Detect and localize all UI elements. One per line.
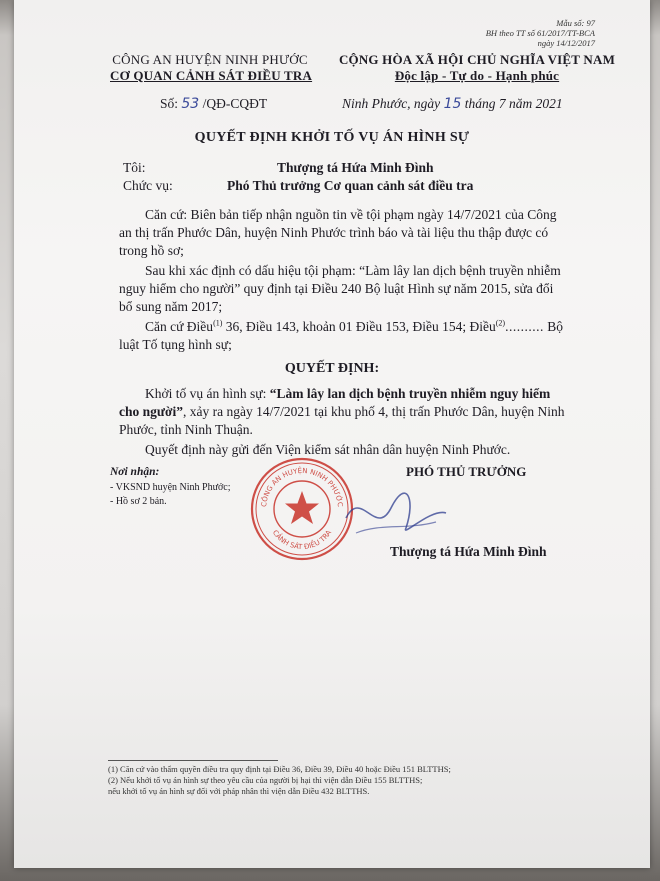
form-date: ngày 14/12/2017 <box>537 38 595 48</box>
footnote: (2) Nếu khởi tố vụ án hình sự theo yêu cầu của người bị hại thì viện dẫn Điều 155 BLTTHS; <box>108 775 423 785</box>
grounds-p2-line1: Sau khi xác định có dấu hiệu tội phạm: “Làm lây lan dịch bệnh truyền nhiễm <box>145 263 561 278</box>
decision-line4: Quyết định này gửi đến Viện kiểm sát nhân dân huyện Ninh Phước. <box>145 442 511 457</box>
agency-name: CƠ QUAN CẢNH SÁT ĐIỀU TRA <box>110 68 313 83</box>
document-day: 15 <box>443 96 462 112</box>
form-circular: BH theo TT số 61/2017/TT-BCA <box>485 28 595 38</box>
star-icon <box>285 491 319 524</box>
national-motto-line1: CỘNG HÒA XÃ HỘI CHỦ NGHĨA VIỆT NAM <box>338 52 616 67</box>
grounds-p2-line2: nguy hiểm cho người” quy định tại Điều 240 Bộ luật Hình sự năm 2015, sửa đổi <box>119 281 554 296</box>
national-header <box>332 52 622 84</box>
grounds-p3-line1: Căn cứ Điều$^{(1)}$ 36, Điều 143, khoản 01 Điều 153, Điều 154; Điều$^{(2)}$.......... Bộ <box>145 318 563 334</box>
footnote: nếu khởi tố vụ án hình sự đối với pháp nhân thì viện dẫn Điều 432 BLTTHS. <box>108 786 370 796</box>
recipient-item: - Hồ sơ 2 bản. <box>110 496 167 507</box>
decision-line3: Phước, tỉnh Ninh Thuận. <box>119 422 253 437</box>
grounds-p1-line2: an thị trấn Phước Dân, huyện Ninh Phước trình báo và tài liệu thu thập được có <box>119 225 549 240</box>
agency-parent: CÔNG AN HUYỆN NINH PHƯỚC <box>112 52 308 67</box>
grounds-p1-line3: trong hồ sơ; <box>119 243 184 258</box>
document-number-value: 53 <box>181 96 200 112</box>
signature-title: PHÓ THỦ TRƯỞNG <box>406 464 527 479</box>
footnote-divider <box>108 760 278 761</box>
agency-header <box>110 52 313 84</box>
document-page <box>14 0 650 868</box>
position-value: Phó Thủ trưởng Cơ quan cảnh sát điều tra <box>227 178 474 193</box>
position-label: Chức vụ: <box>123 178 173 193</box>
grounds-p3-line2: luật Tố tụng hình sự; <box>119 337 232 352</box>
national-motto-line2: Độc lập - Tự do - Hạnh phúc <box>394 68 560 83</box>
stamp-text-top: CÔNG AN HUYỆN NINH PHƯỚC <box>260 466 344 508</box>
signer-name: Thượng tá Hứa Minh Đình <box>390 544 547 559</box>
decision-heading: QUYẾT ĐỊNH: <box>284 361 380 376</box>
document-date: Ninh Phước, ngày 15 tháng 7 năm 2021 <box>342 96 563 112</box>
officer-name: Thượng tá Hứa Minh Đình <box>277 160 434 175</box>
stamp-text-bottom: CẢNH SÁT ĐIỀU TRA <box>270 528 334 552</box>
form-number: Mẫu số: 97 <box>556 18 595 28</box>
document-title: QUYẾT ĐỊNH KHỞI TỐ VỤ ÁN HÌNH SỰ <box>194 130 470 145</box>
footnote: (1) Căn cứ vào thẩm quyền điều tra quy định tại Điều 36, Điều 39, Điều 40 hoặc Điều 151 BLTTHS; <box>108 764 451 774</box>
decision-line1: Khởi tố vụ án hình sự: “Làm lây lan dịch bệnh truyền nhiễm nguy hiểm <box>145 386 551 401</box>
grounds-p2-line3: bổ sung năm 2017; <box>119 299 223 314</box>
decision-line2: cho người”, xảy ra ngày 14/7/2021 tại khu phố 4, thị trấn Phước Dân, huyện Ninh <box>119 404 565 419</box>
document-number: Số: 53 /QĐ-CQĐT <box>160 96 268 112</box>
handwritten-signature <box>336 478 456 548</box>
recipients-label: Nơi nhận: <box>110 466 160 478</box>
form-reference <box>486 18 595 48</box>
officer-label: Tôi: <box>123 160 146 175</box>
grounds-p1-line1: Căn cứ: Biên bản tiếp nhận nguồn tin về tội phạm ngày 14/7/2021 của Công <box>145 207 557 222</box>
recipient-item: - VKSND huyện Ninh Phước; <box>110 482 231 493</box>
